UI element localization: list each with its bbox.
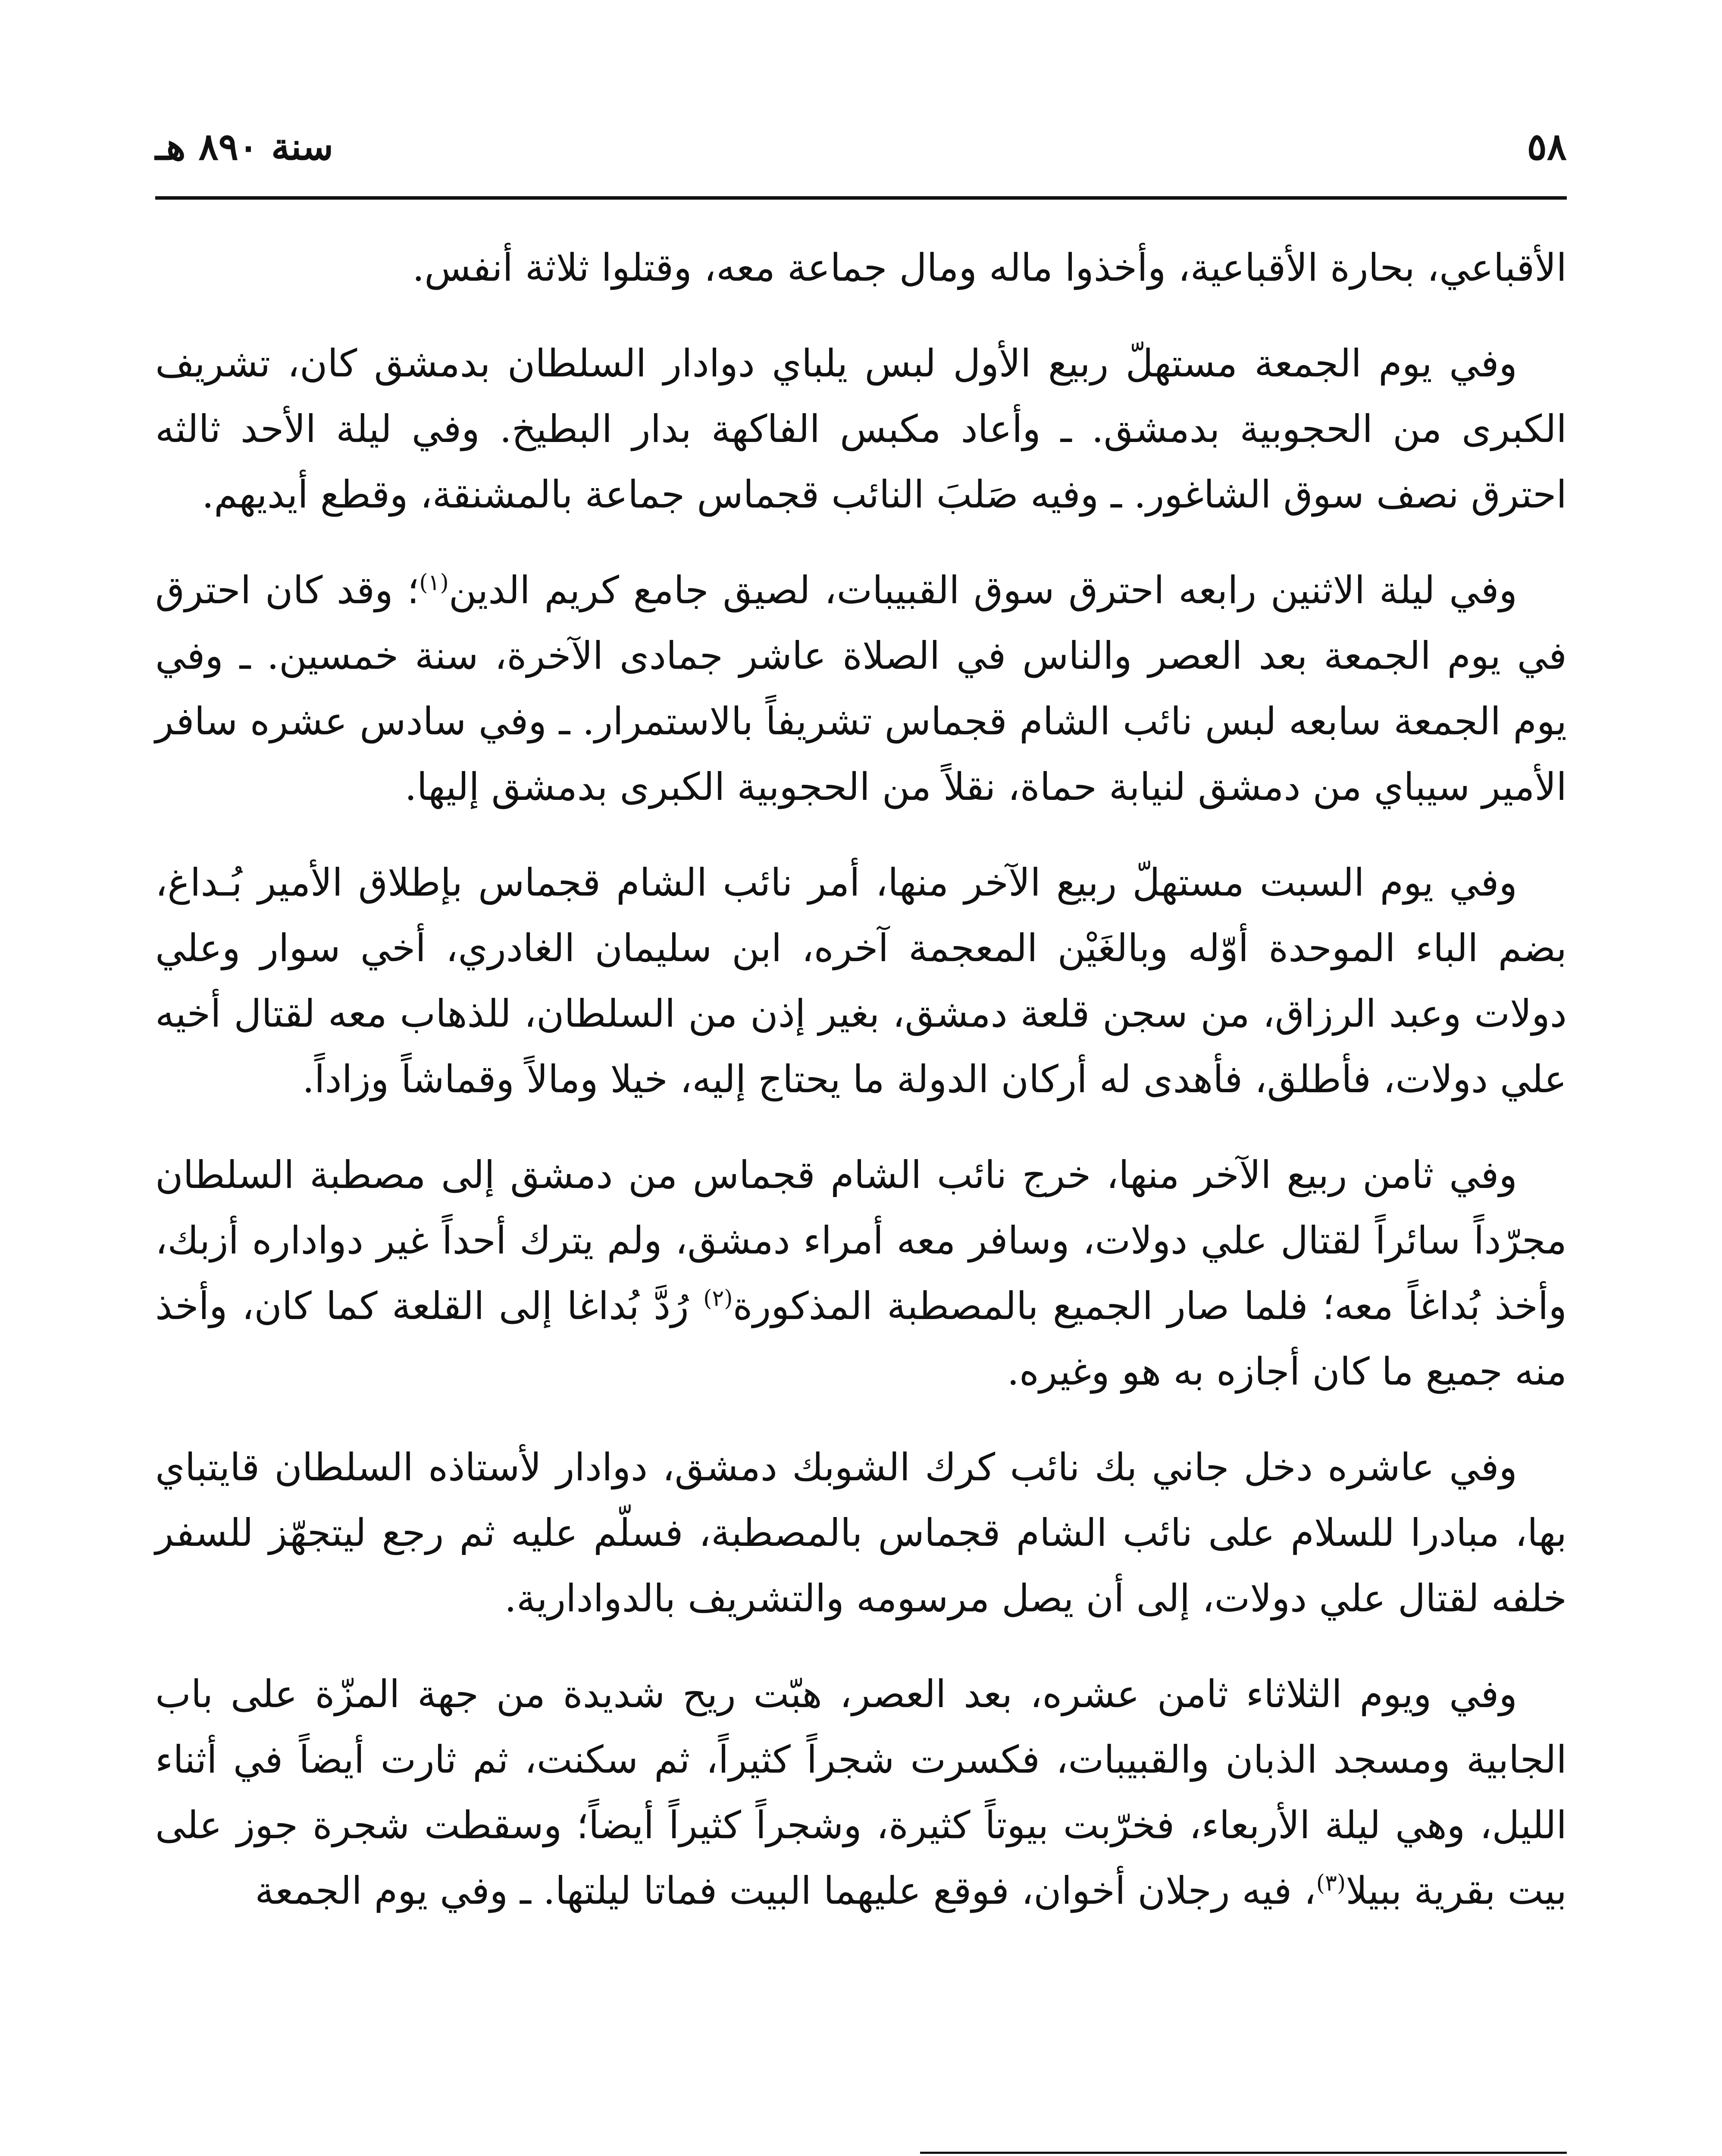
paragraph-text: وفي ويوم الثلاثاء ثامن عشره، بعد العصر، هبّت ريح شديدة من جهة المزّة على باب الجابية ومسجد الذبان والقبيبات، فكسرت شجراً كثيراً، ثم سكنت، ثم ثارت أيضاً في أثناء الليل، وهي ليلة الأربعاء، فخرّبت بيوتاً كثيرة، وشجراً كثيراً أيضاً؛ وسقطت شجرة جوز على بيت بقرية ببيلا [155,1672,1567,1913]
paragraph-text: وفي ليلة الاثنين رابعه احترق سوق القبيبات، لصيق جامع كريم الدين [448,568,1517,612]
paragraph [155,1435,1567,1631]
paragraph-text: وفي عاشره دخل جاني بك نائب كرك الشوبك دمشق، دوادار لأستاذه السلطان قايتباي بها، مبادرا للسلام على نائب الشام قجماس بالمصطبة، فسلّم عليه ثم رجع ليتجهّز للسفر خلفه لقتال علي دولات، إلى أن يصل مرسومه والتشريف بالدوادارية. [155,1445,1567,1620]
paragraph-text: رُدَّ بُداغا إلى القلعة كما كان، وأخذ منه جميع ما كان أجازه به هو وغيره. [155,1284,1567,1394]
header-divider [155,196,1567,200]
paragraph [155,1661,1567,1924]
page-number: ٥٨ [1527,125,1567,169]
footnote-divider [920,2152,1567,2154]
paragraph-text: وفي ثامن ربيع الآخر منها، خرج نائب الشام قجماس من دمشق إلى مصطبة السلطان مجرّداً سائراً لقتال علي دولات، وسافر معه أمراء دمشق، ولم يترك أحداً غير دواداره أزبك، وأخذ بُداغاً معه؛ فلما صار الجميع بالمصطبة المذكورة [155,1153,1567,1328]
main-text [155,235,1567,1954]
paragraph [155,850,1567,1112]
paragraph-text: الأقباعي، بحارة الأقباعية، وأخذوا ماله ومال جماعة معه، وقتلوا ثلاثة أنفس. [412,245,1567,290]
running-title: سنة ٨٩٠ هـ [155,125,334,169]
paragraph [155,558,1567,820]
paragraph [155,235,1567,301]
page-header [155,116,1567,181]
paragraph [155,331,1567,527]
footnote-reference: (٢) [703,1285,733,1312]
footnote-reference: (١) [419,570,449,596]
paragraph [155,1142,1567,1404]
paragraph-text: وفي يوم السبت مستهلّ ربيع الآخر منها، أمر نائب الشام قجماس بإطلاق الأمير بُـداغ، بضم الباء الموحدة أوّله وبالغَيْن المعجمة آخره، ابن سليمان الغادري، أخي سوار وعلي دولات وعبد الرزاق، من سجن قلعة دمشق، بغير إذن من السلطان، للذهاب معه لقتال أخيه علي دولات، فأطلق، فأهدى له أركان الدولة ما يحتاج إليه، خيلا ومالاً وقماشاً وزاداً. [155,860,1567,1101]
footnote-reference: (٣) [1316,1870,1346,1896]
paragraph-text: وفي يوم الجمعة مستهلّ ربيع الأول لبس يلباي دوادار السلطان بدمشق كان، تشريف الكبرى من الحجوبية بدمشق. ـ وأعاد مكبس الفاكهة بدار البطيخ. وفي ليلة الأحد ثالثه احترق نصف سوق الشاغور. ـ وفيه صَلبَ النائب قجماس جماعة بالمشنقة، وقطع أيديهم. [155,341,1567,517]
paragraph-text: ، فيه رجلان أخوان، فوقع عليهما البيت فماتا ليلتها. ـ وفي يوم الجمعة [255,1868,1316,1913]
paragraph-text: ؛ وقد كان احترق في يوم الجمعة بعد العصر والناس في الصلاة عاشر جمادى الآخرة، سنة خمسين. ـ وفي يوم الجمعة سابعه لبس نائب الشام قجماس تشريفاً بالاستمرار. ـ وفي سادس عشره سافر الأمير سيباي من دمشق لنيابة حماة، نقلاً من الحجوبية الكبرى بدمشق إليها. [155,568,1567,809]
